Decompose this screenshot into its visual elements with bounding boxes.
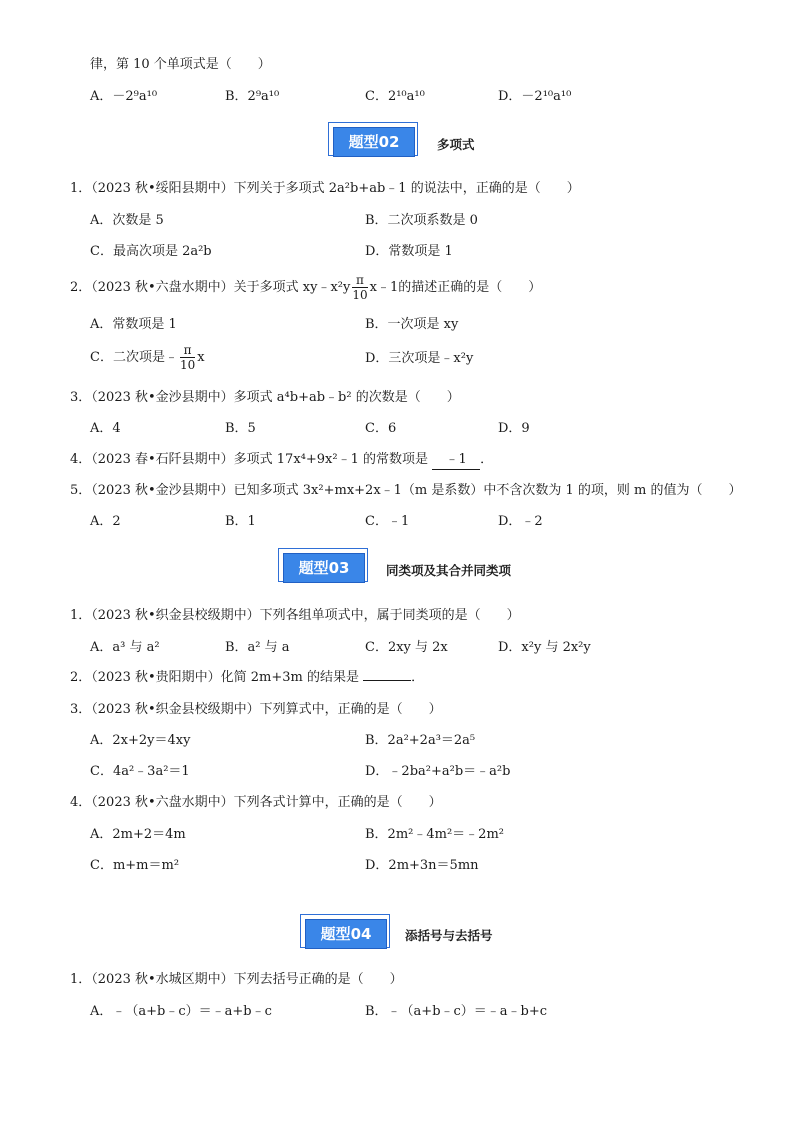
option-c: C．﹣1	[365, 514, 410, 529]
option-a: A．a³ 与 a²	[90, 640, 160, 655]
section-title: 多项式	[437, 137, 475, 152]
question-suffix: x﹣1的描述正确的是（ ）	[369, 280, 542, 295]
question-text: 1．（2023 秋•绥阳县期中）下列关于多项式 2a²b+ab﹣1 的说法中，正确的是（ ）	[70, 181, 580, 196]
option-b: B．二次项系数是 0	[365, 213, 478, 228]
option-d: D．三次项是﹣x²y	[365, 351, 474, 366]
option-b: B．2m²﹣4m²＝﹣2m²	[365, 827, 504, 842]
fraction-denominator: 10	[179, 358, 196, 372]
option-b: B．2a²+2a³＝2a⁵	[365, 733, 476, 748]
option-d: D．﹣2ba²+a²b＝﹣a²b	[365, 764, 511, 779]
option-d: D．常数项是 1	[365, 244, 453, 259]
question-text	[70, 451, 493, 470]
option-a: A．常数项是 1	[90, 317, 177, 332]
option-a: A．2m+2＝4m	[90, 827, 186, 842]
option-b: B．5	[225, 421, 256, 436]
question-text: 律，第 10 个单项式是（ ）	[90, 57, 271, 72]
section-title: 同类项及其合并同类项	[386, 563, 512, 578]
option-a: A．4	[90, 421, 121, 436]
option-a: A．－2⁹a¹⁰	[90, 89, 158, 104]
question-text: 1．（2023 秋•织金县校级期中）下列各组单项式中，属于同类项的是（ ）	[70, 608, 520, 623]
option-c: C．4a²﹣3a²＝1	[90, 764, 190, 779]
option-a: A．﹣（a+b﹣c）＝﹣a+b﹣c	[90, 1004, 272, 1019]
option-b: B．﹣（a+b﹣c）＝﹣a﹣b+c	[365, 1004, 548, 1019]
question-body: 2．（2023 秋•贵阳期中）化简 2m+3m 的结果是	[70, 670, 360, 685]
option-c-suffix: x	[197, 350, 205, 365]
option-c	[90, 342, 205, 374]
option-a: A．次数是 5	[90, 213, 164, 228]
option-a: A．2x+2y＝4xy	[90, 733, 191, 748]
question-end: ．	[480, 452, 494, 467]
question-text: 3．（2023 秋•金沙县期中）多项式 a⁴b+ab﹣b² 的次数是（ ）	[70, 390, 460, 405]
question-prefix: 2．（2023 秋•六盘水期中）关于多项式 xy﹣x²y	[70, 280, 351, 295]
fraction	[352, 273, 367, 302]
fraction-denominator: 10	[352, 288, 368, 302]
question-text: 1．（2023 秋•水城区期中）下列去括号正确的是（ ）	[70, 972, 403, 987]
section-badge-label: 题型04	[305, 919, 387, 949]
option-c: C．6	[365, 421, 397, 436]
fraction-numerator: π	[180, 343, 195, 358]
answer-blank: ﹣1	[432, 451, 480, 470]
option-d: D．2m+3n＝5mn	[365, 858, 479, 873]
section-title: 添括号与去括号	[405, 928, 493, 943]
option-c-prefix: C．二次项是﹣	[90, 350, 178, 365]
option-c: C．m+m＝m²	[90, 858, 180, 873]
section-badge-label: 题型03	[283, 553, 365, 583]
fraction-numerator: π	[352, 273, 367, 288]
option-b: B．2⁹a¹⁰	[225, 89, 280, 104]
question-text	[70, 272, 541, 304]
section-badge-label: 题型02	[333, 127, 415, 157]
question-end: ．	[411, 670, 425, 685]
option-d: D．9	[498, 421, 530, 436]
question-text: 4．（2023 秋•六盘水期中）下列各式计算中，正确的是（ ）	[70, 795, 442, 810]
option-b: B．一次项是 xy	[365, 317, 459, 332]
option-d: D．﹣2	[498, 514, 543, 529]
option-d: D．－2¹⁰a¹⁰	[498, 89, 572, 104]
fraction	[180, 343, 195, 372]
question-text	[70, 669, 424, 687]
question-text: 5．（2023 秋•金沙县期中）已知多项式 3x²+mx+2x﹣1（m 是系数）中不含次数为 1 的项，则 m 的值为（ ）	[70, 483, 742, 498]
question-text: 3．（2023 秋•织金县校级期中）下列算式中，正确的是（ ）	[70, 702, 442, 717]
option-a: A．2	[90, 514, 121, 529]
question-body: 4．（2023 春•石阡县期中）多项式 17x⁴+9x²﹣1 的常数项是	[70, 452, 428, 467]
answer-blank	[363, 680, 411, 681]
option-b: B．a² 与 a	[225, 640, 290, 655]
option-b: B．1	[225, 514, 256, 529]
option-c: C．最高次项是 2a²b	[90, 244, 212, 259]
option-d: D．x²y 与 2x²y	[498, 640, 591, 655]
option-c: C．2¹⁰a¹⁰	[365, 89, 425, 104]
option-c: C．2xy 与 2x	[365, 640, 448, 655]
